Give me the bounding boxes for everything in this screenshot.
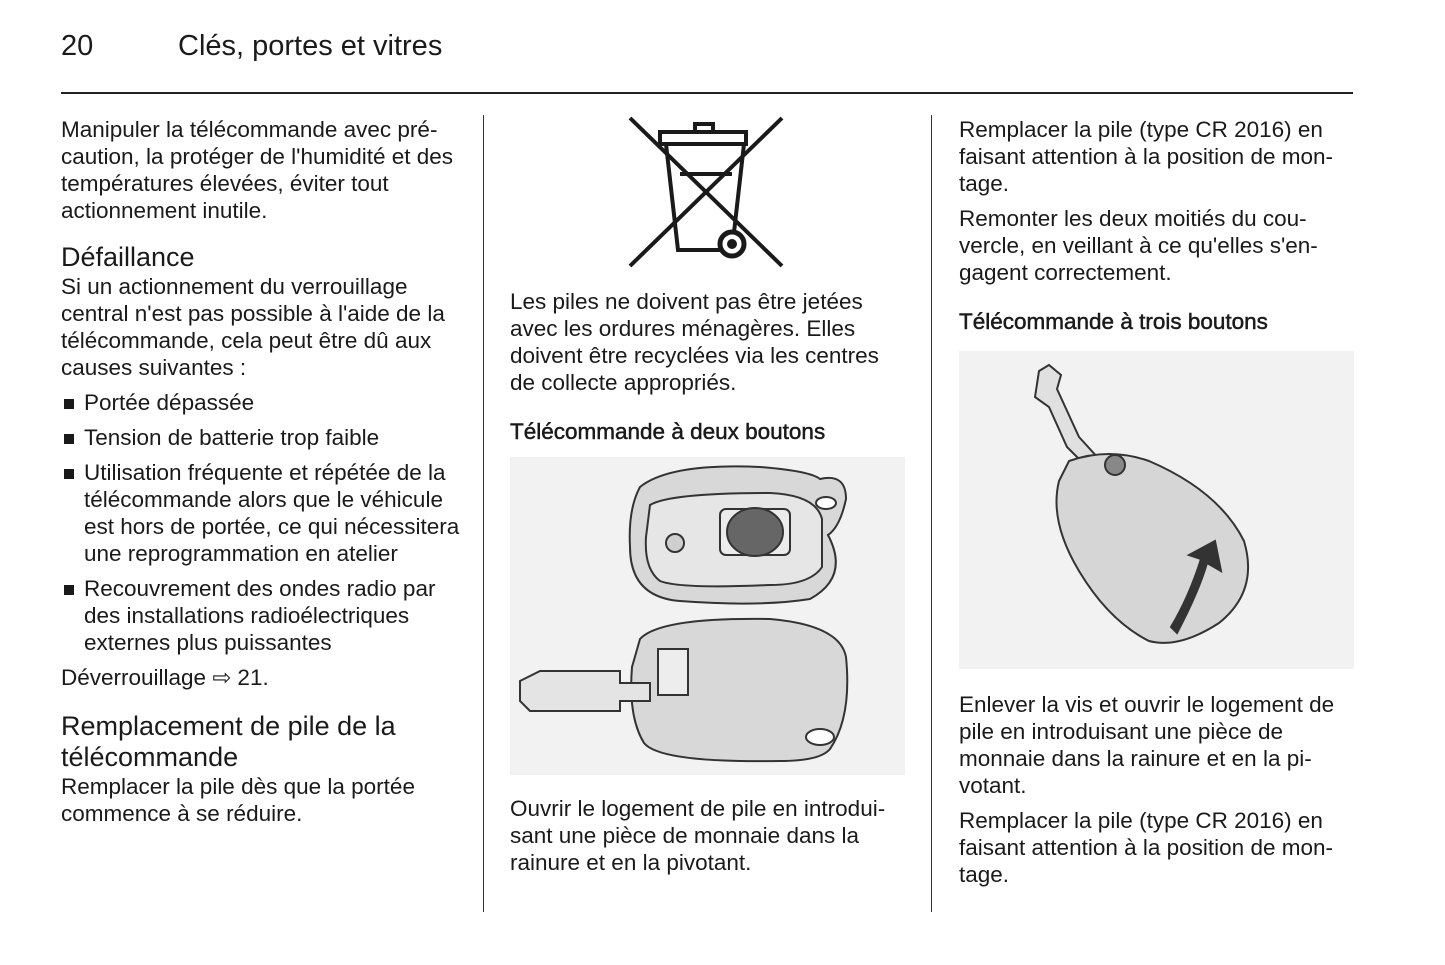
- list-item: Recouvrement des ondes radio par des installations radioélectriques externes plus puissantes: [61, 575, 461, 656]
- three-button-key-illustration: [959, 351, 1354, 669]
- battery-disposal-paragraph: Les piles ne doivent pas être jetées avec les ordures ménagères. Elles doivent être recyclées via les centres de collecte appropriés.: [510, 289, 879, 395]
- three-button-heading: Télécommande à trois boutons: [959, 309, 1268, 334]
- chapter-title: Clés, portes et vitres: [178, 30, 443, 62]
- three-button-instructions: Enlever la vis et ouvrir le logement de pile en introduisant une pièce de monnaie dans la rainure et en la pivotant.: [959, 692, 1335, 798]
- two-button-instructions: Ouvrir le logement de pile en introduisant une pièce de monnaie dans la rainure et en la pivotant.: [510, 796, 886, 875]
- column-left: [61, 116, 461, 827]
- replace-battery-paragraph: Remplacer la pile (type CR 2016) en faisant attention à la position de montage.: [959, 808, 1333, 887]
- reassemble-paragraph: Remonter les deux moitiés du couvercle, en veillant à ce qu'elles s'engagent correctement.: [959, 206, 1318, 285]
- column-middle: [510, 116, 910, 876]
- failure-causes-list: [61, 389, 461, 656]
- list-item: Portée dépassée: [61, 389, 461, 416]
- page-number: 20: [61, 30, 94, 62]
- column-divider: [931, 115, 932, 912]
- crossed-out-wheelie-bin-icon: [510, 116, 910, 276]
- failure-paragraph: Si un actionnement du verrouillage central n'est pas possible à l'aide de la télécommande, cela peut être dû aux causes suivantes :: [61, 274, 445, 380]
- replace-battery-paragraph: Remplacer la pile dès que la portée commence à se réduire.: [61, 774, 415, 826]
- column-right: [959, 116, 1359, 888]
- intro-paragraph: Manipuler la télécommande avec précaution, la protéger de l'humidité et des températures élevées, éviter tout actionnement inutile.: [61, 117, 454, 223]
- replace-battery-paragraph: Remplacer la pile (type CR 2016) en faisant attention à la position de montage.: [959, 117, 1333, 196]
- replace-battery-heading: Remplacement de pile de la télécommande: [61, 711, 396, 772]
- failure-heading: Défaillance: [61, 242, 195, 272]
- column-divider: [483, 115, 484, 912]
- page-header: [61, 30, 1353, 94]
- two-button-heading: Télécommande à deux boutons: [510, 419, 826, 444]
- list-item: Tension de batterie trop faible: [61, 424, 461, 451]
- unlock-reference-link[interactable]: Déverrouillage ⇨ 21.: [61, 665, 269, 690]
- list-item: Utilisation fréquente et répétée de la télécommande alors que le véhicule est hors de portée, ce qui nécessitera une reprogrammation en atelier: [61, 459, 461, 567]
- two-button-key-open-illustration: [510, 457, 905, 775]
